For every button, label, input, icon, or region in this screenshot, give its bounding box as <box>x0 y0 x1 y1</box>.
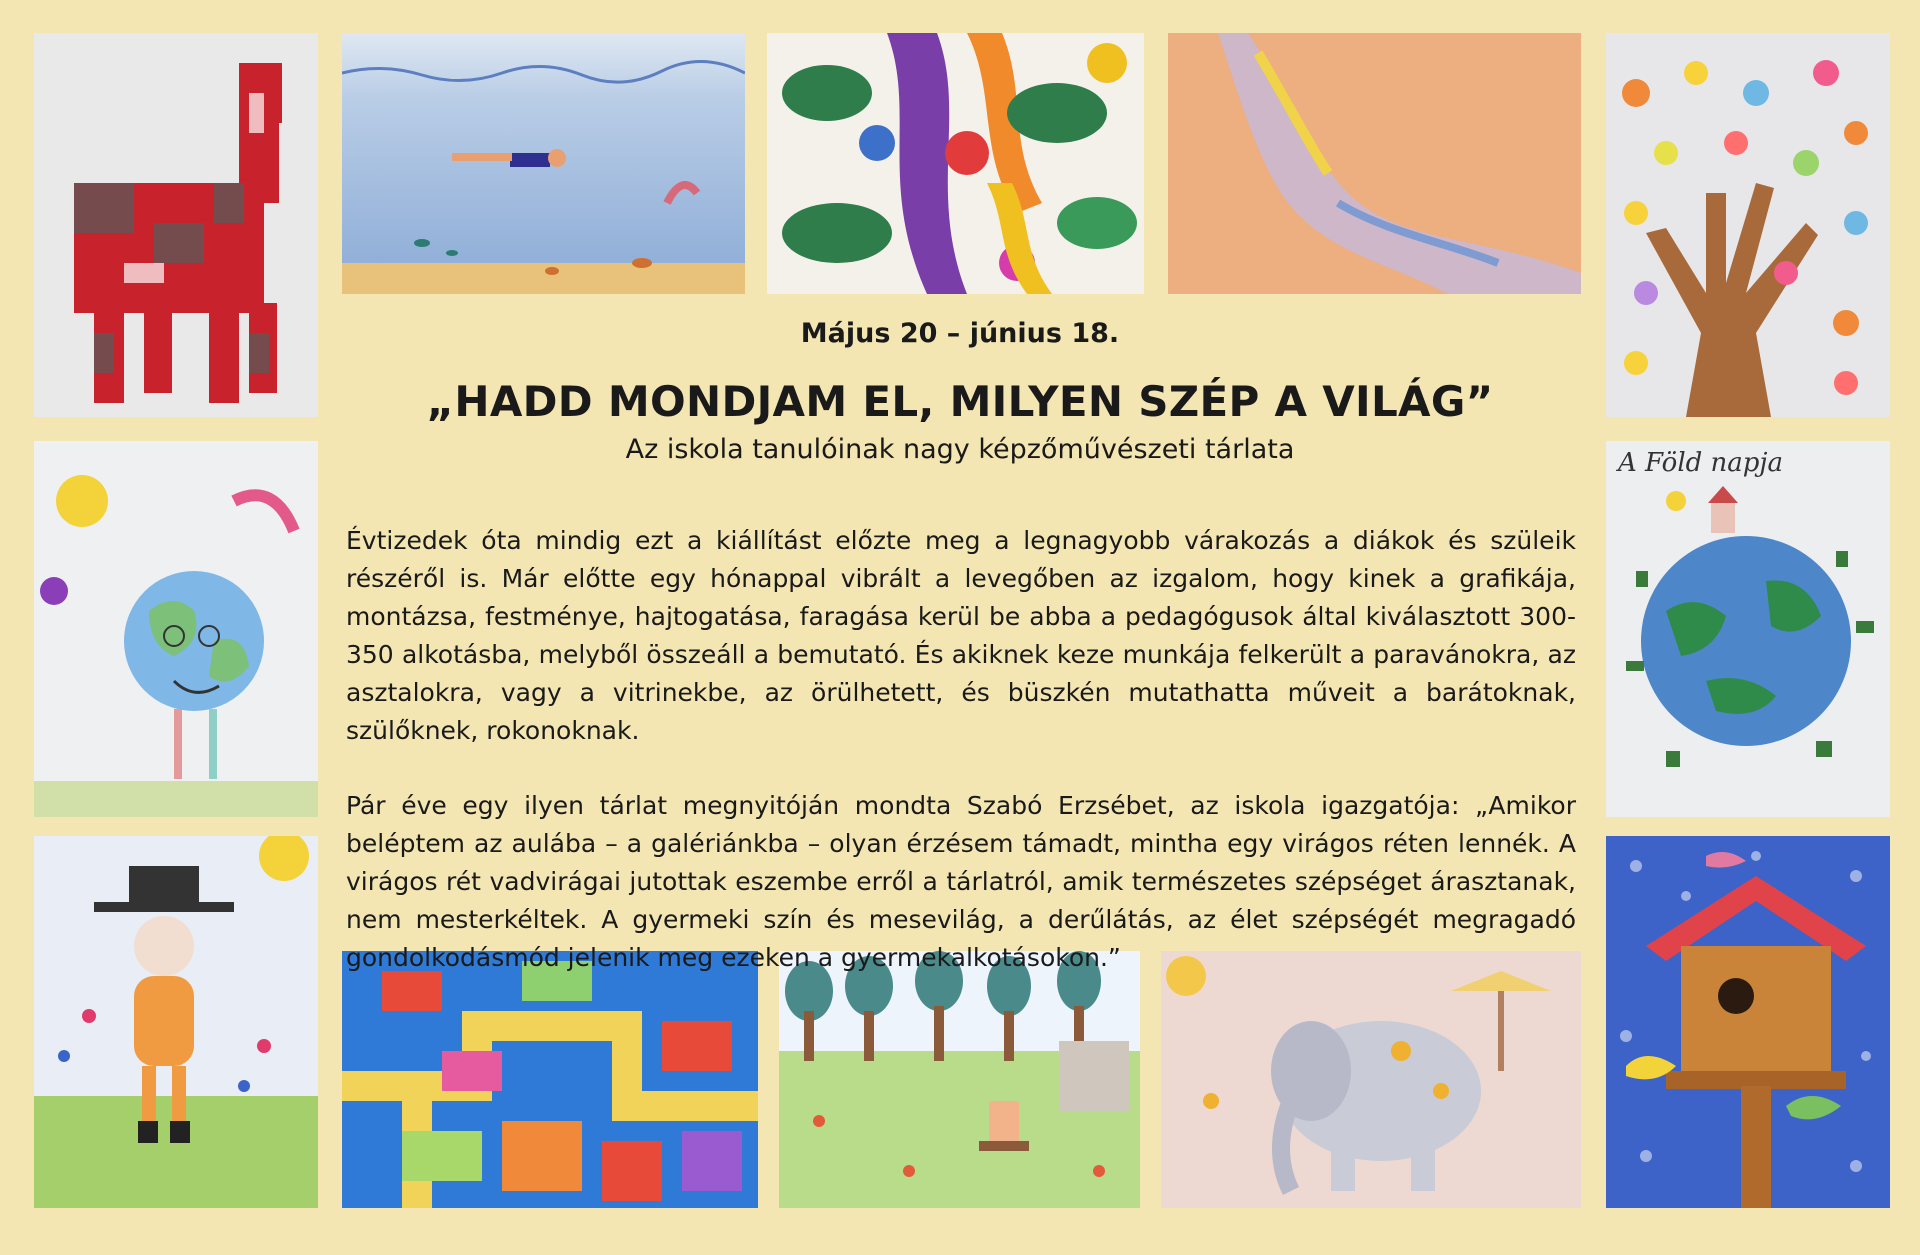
exhibition-title: „HADD MONDJAM EL, MILYEN SZÉP A VILÁG” <box>426 377 1494 426</box>
artwork-elephant <box>1161 951 1581 1208</box>
earth-day-caption: A Föld napja <box>1618 448 1783 478</box>
artwork-colorful-leaves <box>767 33 1144 294</box>
artwork-earth-day <box>1606 441 1890 817</box>
artwork-hearts-tree <box>1606 33 1890 417</box>
artwork-village-map <box>342 951 758 1208</box>
exhibition-header <box>340 318 1580 465</box>
quote-paragraph: Pár éve egy ilyen tárlat megnyitóján mondta Szabó Erzsébet, az iskola igazgatója: „Amikor beléptem az aulába – a galériánkba – olyan érzésem támadt, mintha egy virágos réten lennék. A virágos rét vadvirágai jutottak eszembe erről a tárlatról, amik természetes szépséget árasztanak, nem mesterkéltek. A gyermeki szín és mesevilág, a derűlátás, az élet szépségét megragadó gondolkodásmód jelenik meg ezeken a gyermekalkotásokon.” <box>346 791 1576 972</box>
artwork-swimmers <box>342 33 745 294</box>
artwork-happy-earth <box>34 441 318 817</box>
exhibition-description <box>346 522 1576 977</box>
artwork-collage-animal <box>34 33 318 417</box>
exhibition-date: Május 20 – június 18. <box>800 318 1120 349</box>
artwork-orange-abstract <box>1168 33 1581 294</box>
exhibition-subtitle: Az iskola tanulóinak nagy képzőművészeti tárlata <box>625 434 1295 465</box>
description-paragraph: Évtizedek óta mindig ezt a kiállítást előzte meg a legnagyobb várakozás a diákok és szüleik részéről is. Már előtte egy hónappal vibrált a levegőben az izgalom, hogy kinek a grafikája, montázsa, festménye, hajtogatása, faragása kerül be abba a pedagógusok által kiválasztott 300-350 alkotásba, melyből összeáll a bemutató. És akiknek keze munkája felkerült a paravánokra, az asztalokra, vagy a vitrinekbe, az örülhetett, és büszkén mutathatta műveit a barátoknak, szülőknek, rokonoknak. <box>346 526 1576 745</box>
artwork-park-scene <box>779 951 1140 1208</box>
artwork-cat-figure <box>34 836 318 1208</box>
artwork-birdhouse <box>1606 836 1890 1208</box>
